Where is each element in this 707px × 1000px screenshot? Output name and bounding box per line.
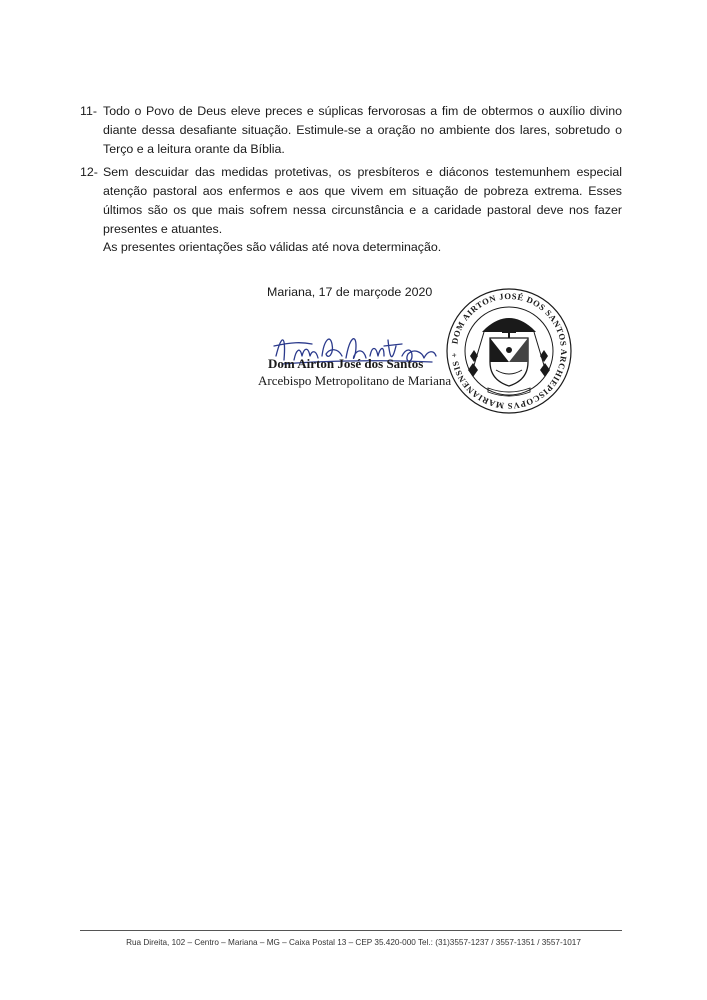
signer-name: Dom Airton José dos Santos — [268, 356, 424, 371]
item-number: 11- — [80, 104, 97, 118]
episcopal-seal — [444, 286, 574, 416]
seal-ring-text: DOM AIRTON JOSÉ DOS SANTOS ARCHIEPISCOPVS MARIANENSIS + — [448, 290, 570, 412]
list-item-12 — [80, 163, 622, 239]
signer-title: Arcebispo Metropolitano de Mariana — [258, 373, 452, 388]
footer-address: Rua Direita, 102 – Centro – Mariana – MG – Caixa Postal 13 – CEP 35.420-000 Tel.: (31)3557-1237 / 3557-1351 / 3557-1017 — [126, 938, 581, 947]
item-number: 12- — [80, 165, 98, 179]
date-line: Mariana, 17 de marçode 2020 — [267, 285, 433, 299]
footer-divider — [80, 930, 622, 931]
validity-note: As presentes orientações são válidas até nova determinação. — [103, 240, 442, 254]
list-item-11 — [80, 102, 622, 159]
item-text: Sem descuidar das medidas protetivas, os presbíteros e diáconos testemunhem especial atenção pastoral aos enfermos e aos que vivem em situação de pobreza extrema. Esses últimos são os que mais sofrem nessa circunstância e a caridade pastoral deve nos fazer presentes e atuantes. — [103, 165, 622, 236]
item-text: Todo o Povo de Deus eleve preces e súplicas fervorosas a fim de obtermos o auxílio divino diante dessa desafiante situação. Estimule-se a oração no ambiente dos lares, sobretudo o Terço e a leitura orante da Bíblia. — [103, 104, 622, 156]
